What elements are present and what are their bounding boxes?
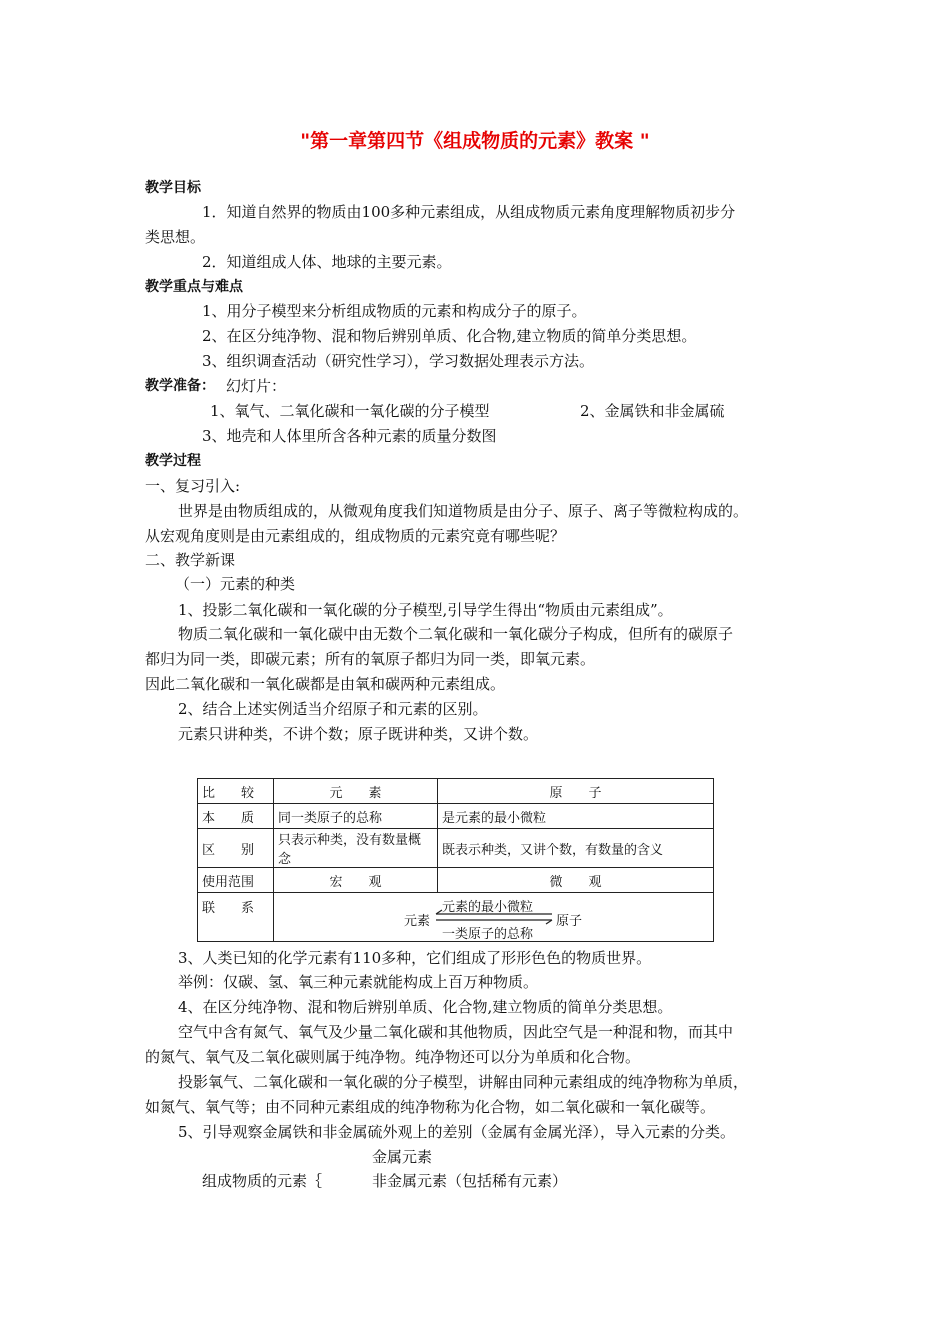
process-heading: 教学过程 (145, 453, 201, 469)
table-cell: 使用范围 (198, 868, 274, 893)
prep-item-1: 1、氧气、二氧化碳和一氧化碳的分子模型 (210, 402, 490, 420)
relation-bottom-label: 一类原子的总称 (442, 927, 534, 942)
table-header-compare: 比 较 (198, 779, 274, 804)
lesson-line-5: 元素只讲种类，不讲个数；原子既讲种类，又讲个数。 (178, 725, 539, 743)
table-header-atom: 原 子 (438, 779, 714, 804)
lesson-line-7: 举例：仅碳、氢、氧三种元素就能构成上百万种物质。 (178, 973, 539, 991)
table-row (198, 868, 714, 893)
keypoint-item-3: 3、组织调查活动（研究性学习），学习数据处理表示方法。 (202, 352, 595, 370)
relation-left-label: 元素 (404, 914, 431, 929)
prep-heading: 教学准备： (145, 378, 215, 394)
relation-diagram (404, 900, 583, 942)
page-title: "第一章第四节《组成物质的元素》教案 " (300, 130, 650, 152)
table-cell: 同一类原子的总称 (274, 804, 438, 829)
lesson-line-8: 4、在区分纯净物、混和物后辨别单质、化合物,建立物质的简单分类思想。 (178, 998, 673, 1016)
lesson-line-11: 5、引导观察金属铁和非金属硫外观上的差别（金属有金属光泽），导入元素的分类。 (178, 1123, 736, 1141)
review-para-line1: 世界是由物质组成的，从微观角度我们知道物质是由分子、原子、离子等微粒构成的。 (178, 502, 749, 520)
lesson-line-1: 1、投影二氧化碳和一氧化碳的分子模型,引导学生得出“物质由元素组成”。 (178, 601, 673, 619)
lesson-line-10a: 投影氧气、二氧化碳和一氧化碳的分子模型，讲解由同种元素组成的纯净物称为单质， (178, 1073, 749, 1091)
section-new-lesson: 二、教学新课 (145, 551, 236, 569)
table-cell: 区 别 (198, 829, 274, 868)
table-cell: 微 观 (438, 868, 714, 893)
table-cell-link-relation (274, 893, 714, 942)
table-row (198, 893, 714, 942)
lesson-line-3: 因此二氧化碳和一氧化碳都是由氧和碳两种元素组成。 (145, 675, 506, 693)
lesson-line-9a: 空气中含有氮气、氧气及少量二氧化碳和其他物质，因此空气是一种混和物，而其中 (178, 1023, 734, 1041)
goal-item-1-cont: 类思想。 (145, 228, 206, 246)
prep-slides: 幻灯片： (226, 377, 287, 395)
prep-item-3: 3、地壳和人体里所含各种元素的质量分数图 (202, 427, 497, 445)
section-review: 一、复习引入: (145, 477, 241, 495)
relation-top-label: 元素的最小微粒 (442, 900, 534, 915)
prep-item-2: 2、金属铁和非金属硫 (580, 402, 725, 420)
table-cell: 既表示种类，又讲个数，有数量的含义 (438, 829, 714, 868)
classification-nonmetal: 非金属元素（包括稀有元素） (372, 1172, 568, 1190)
keypoints-heading: 教学重点与难点 (145, 279, 243, 295)
goal-item-2: 2．知道组成人体、地球的主要元素。 (202, 253, 452, 271)
lesson-line-2b: 都归为同一类，即碳元素；所有的氧原子都归为同一类，即氧元素。 (145, 650, 596, 668)
classification-root: 组成物质的元素｛ (202, 1172, 323, 1190)
table-cell: 是元素的最小微粒 (438, 804, 714, 829)
table-row (198, 779, 714, 804)
keypoint-item-2: 2、在区分纯净物、混和物后辨别单质、化合物,建立物质的简单分类思想。 (202, 327, 697, 345)
lesson-line-9b: 的氮气、氧气及二氧化碳则属于纯净物。纯净物还可以分为单质和化合物。 (145, 1048, 641, 1066)
table-cell: 只表示种类，没有数量概念 (274, 829, 438, 868)
table-cell: 本 质 (198, 804, 274, 829)
goals-heading: 教学目标 (145, 180, 201, 196)
table-cell: 宏 观 (274, 868, 438, 893)
keypoint-item-1: 1、用分子模型来分析组成物质的元素和构成分子的原子。 (202, 302, 587, 320)
lesson-line-10b: 如氮气、氧气等；由不同种元素组成的纯净物称为化合物，如二氧化碳和一氧化碳等。 (145, 1098, 716, 1116)
table-row (198, 804, 714, 829)
review-para-line2: 从宏观角度则是由元素组成的，组成物质的元素究竟有哪些呢？ (145, 527, 566, 545)
classification-metal: 金属元素 (372, 1148, 433, 1166)
subsection-element-types: （一）元素的种类 (175, 575, 296, 593)
table-cell-link-label: 联 系 (198, 893, 274, 942)
goal-item-1: 1．知道自然界的物质由100多种元素组成，从组成物质元素角度理解物质初步分 (202, 203, 736, 221)
lesson-line-4: 2、结合上述实例适当介绍原子和元素的区别。 (178, 700, 488, 718)
lesson-line-6: 3、人类已知的化学元素有110多种，它们组成了形形色色的物质世界。 (178, 949, 652, 967)
lesson-line-2a: 物质二氧化碳和一氧化碳中由无数个二氧化碳和一氧化碳分子构成，但所有的碳原子 (178, 625, 734, 643)
relation-right-label: 原子 (556, 914, 583, 929)
table-row (198, 829, 714, 868)
element-atom-comparison-table (197, 778, 714, 942)
table-header-element: 元 素 (274, 779, 438, 804)
